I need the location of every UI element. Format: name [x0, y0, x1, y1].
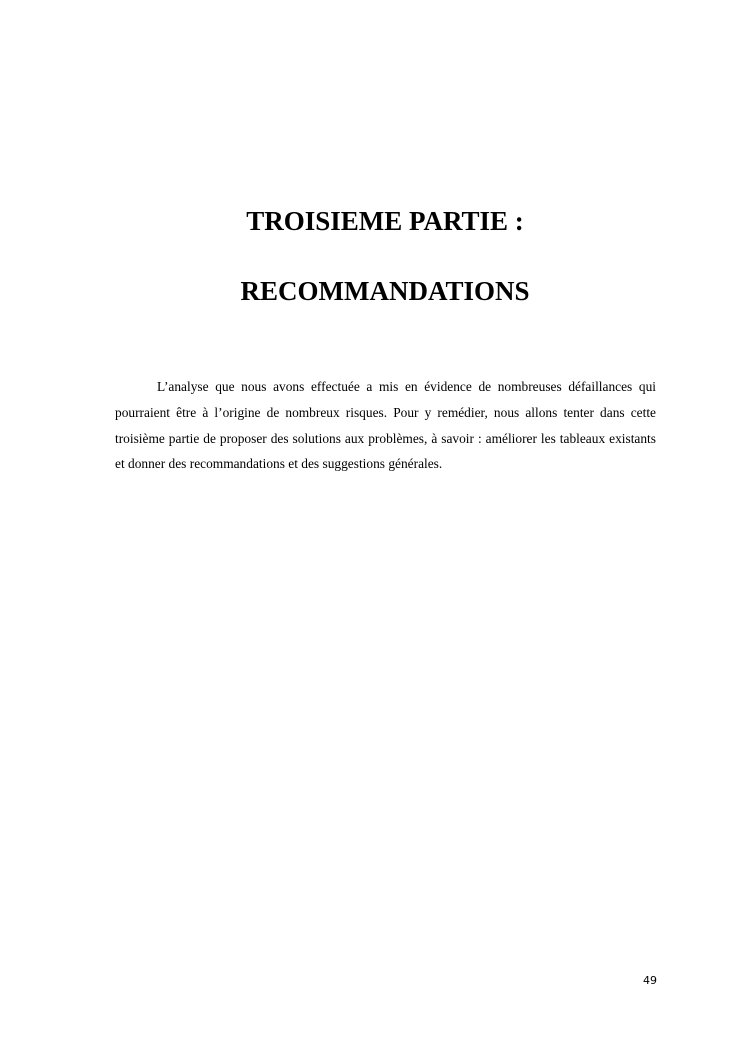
part-title: TROISIEME PARTIE : [246, 206, 524, 236]
page-number: 49 [643, 974, 657, 987]
intro-paragraph: L’analyse que nous avons effectuée a mis en évidence de nombreuses défaillances qui pourraient être à l’origine de nombreux risques. Pour y remédier, nous allons tenter dans cette troisième partie de proposer des solutions aux problèmes, à savoir : améliorer les tableaux existants et donner des recommandations et des suggestions générales. [115, 379, 656, 472]
section-title: RECOMMANDATIONS [240, 276, 530, 306]
